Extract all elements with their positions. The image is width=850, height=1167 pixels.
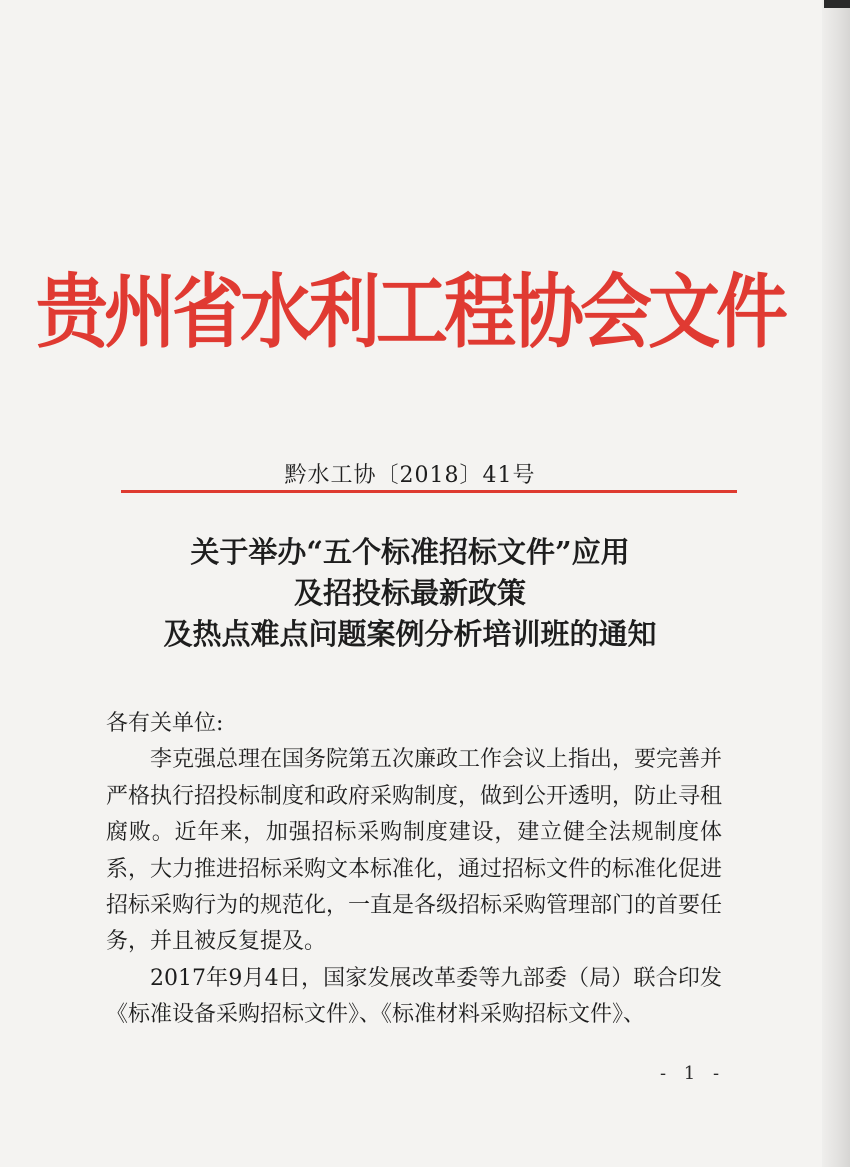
notice-title-line-2: 及招投标最新政策 [293,576,526,610]
notice-body [106,706,722,1034]
document-header-title: 贵州省水利工程协会文件 [35,263,784,360]
document-number: 黔水工协〔2018〕41号 [284,463,536,488]
page-number: - 1 - [660,1063,726,1084]
salutation: 各有关单位: [106,711,224,736]
body-paragraph-1: 李克强总理在国务院第五次廉政工作会议上指出，要完善并严格执行招投标制度和政府采购制度，做到公开透明，防止寻租腐败。近年来，加强招标采购制度建设，建立健全法规制度体系，大力推进招标采购文本标准化，通过招标文件的标准化促进招标采购行为的规范化，一直是各级招标采购管理部门的首要任务，并且被反复提及。 [106,747,723,955]
body-paragraph-2: 2017年9月4日，国家发展改革委等九部委（局）联合印发《标准设备采购招标文件》、《标准材料采购招标文件》、 [106,965,722,1028]
notice-title-line-3: 及热点难点问题案例分析培训班的通知 [163,617,657,651]
page-edge-shadow [822,0,850,1167]
scan-corner-mark [824,0,850,8]
notice-title-line-1: 关于举办“五个标准招标文件”应用 [190,535,630,569]
notice-title [0,532,820,655]
red-divider-line [121,490,737,493]
